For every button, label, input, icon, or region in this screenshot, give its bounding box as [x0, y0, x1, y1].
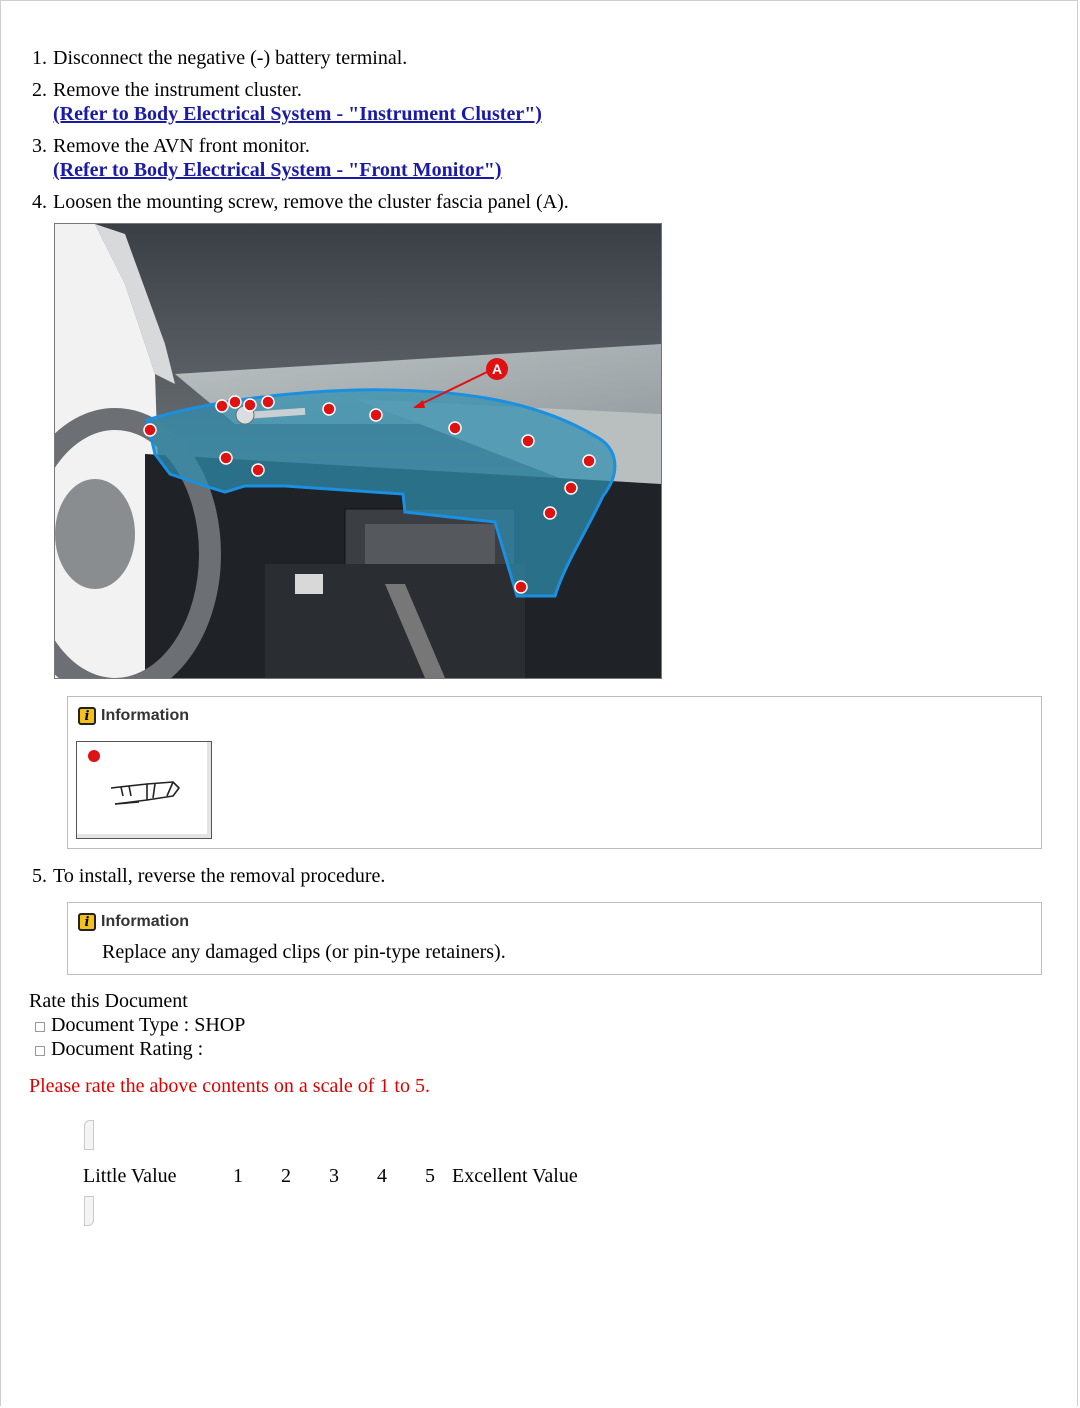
clip-dot	[544, 507, 556, 519]
rating-option-3[interactable]: 3	[329, 1165, 339, 1187]
clip-dot	[216, 400, 228, 412]
climate-unit	[365, 524, 495, 564]
step-2	[32, 78, 1042, 126]
bullet-box-icon	[35, 1046, 45, 1056]
step-text: Remove the instrument cluster.	[53, 79, 302, 101]
clip-dot	[220, 452, 232, 464]
clip-dot	[370, 409, 382, 421]
document-type-text: Document Type : SHOP	[51, 1014, 246, 1036]
info-heading	[78, 913, 189, 931]
clip-dot	[583, 455, 595, 467]
rating-option-1[interactable]: 1	[233, 1165, 243, 1187]
clip-dot	[262, 396, 274, 408]
rating-bracket-top	[84, 1120, 94, 1150]
clip-dot	[244, 399, 256, 411]
step-5	[32, 864, 385, 888]
document-type	[35, 1014, 245, 1037]
document-rating	[35, 1038, 203, 1061]
information-box-clips	[67, 902, 1042, 975]
info-text: Replace any damaged clips (or pin-type retainers).	[102, 941, 506, 963]
bullet-box-icon	[35, 1022, 45, 1032]
link-instrument-cluster[interactable]: (Refer to Body Electrical System - "Instrument Cluster")	[53, 103, 542, 125]
info-heading-label: Information	[101, 707, 189, 724]
rating-option-5[interactable]: 5	[425, 1165, 435, 1187]
clip-dot	[449, 422, 461, 434]
information-box-clip-legend	[67, 696, 1042, 849]
information-icon: i	[78, 913, 96, 931]
link-front-monitor[interactable]: (Refer to Body Electrical System - "Front Monitor")	[53, 159, 502, 181]
clip-marker-icon	[88, 750, 100, 762]
dashboard-illustration	[54, 223, 662, 679]
step-text: To install, reverse the removal procedure.	[53, 865, 386, 887]
document-rating-text: Document Rating :	[51, 1038, 204, 1060]
clip-legend	[76, 741, 212, 839]
rate-title: Rate this Document	[29, 990, 188, 1012]
step-text: Disconnect the negative (-) battery terminal.	[53, 47, 408, 69]
clip-dot	[252, 464, 264, 476]
clip-dot	[229, 396, 241, 408]
scale-high-label: Excellent Value	[452, 1165, 578, 1187]
rating-option-2[interactable]: 2	[281, 1165, 291, 1187]
scale-low-label: Little Value	[83, 1165, 177, 1187]
step-4	[32, 190, 1042, 214]
procedure-steps	[32, 46, 1042, 222]
step-number: 1.	[32, 47, 47, 69]
step-text: Remove the AVN front monitor.	[53, 135, 310, 157]
information-icon: i	[78, 707, 96, 725]
rating-bracket-bottom	[84, 1196, 94, 1226]
step-1	[32, 46, 1042, 70]
illustration-svg	[55, 224, 661, 678]
clip-dot	[522, 435, 534, 447]
clip-dot	[515, 581, 527, 593]
step-number: 5.	[32, 865, 47, 887]
rate-prompt: Please rate the above contents on a scale of 1 to 5.	[29, 1075, 430, 1097]
callout-label: A	[491, 361, 503, 377]
hazard-switch	[295, 574, 323, 594]
clip-dot	[565, 482, 577, 494]
step-number: 2.	[32, 79, 47, 101]
rating-option-4[interactable]: 4	[377, 1165, 387, 1187]
step-number: 3.	[32, 135, 47, 157]
info-heading-label: Information	[101, 913, 189, 930]
step-text: Loosen the mounting screw, remove the cluster fascia panel (A).	[53, 191, 569, 213]
clip-icon	[107, 774, 187, 814]
clip-dot	[323, 403, 335, 415]
clip-dot	[144, 424, 156, 436]
info-heading	[78, 707, 189, 725]
step-number: 4.	[32, 191, 47, 213]
step-3	[32, 134, 1042, 182]
steering-hub	[55, 479, 135, 589]
